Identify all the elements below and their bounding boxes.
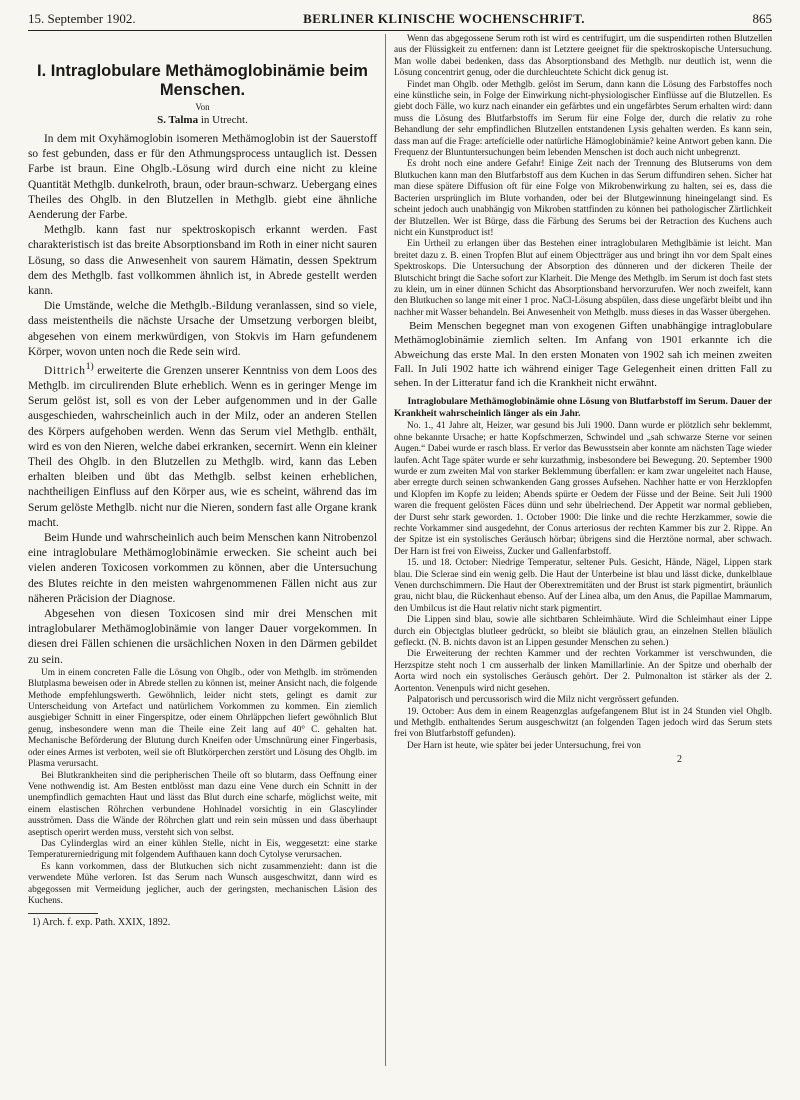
body-text-small xyxy=(394,34,772,319)
paragraph: Wenn das abgegossene Serum roth ist wird es centrifugirt, um die suspendirten rothen Blutzellen aus der Flüssigkeit zu entfernen: dann ist Letztere geeignet für die spektroskopische Untersuchung. Man wolle dabei bedenken, dass das Absorptionsband des Methglb. nur deutlich ist, wenn die Lösung concentrirt genug, oder die durchleuchtete Schicht dick genug ist. xyxy=(394,34,772,79)
paragraph: 19. October: Aus dem in einem Reagenzglas aufgefangenem Blut ist in 24 Stunden viel Ohglb. und Methglb. enthaltendes Serum ausgeschwitzt (an folgenden Tagen jedoch wird das Serum stets frei von Blutfarbstoff gefunden). xyxy=(394,706,772,740)
paragraph: No. 1., 41 Jahre alt, Heizer, war gesund bis Juli 1900. Dann wurde er plötzlich sehr beklemmt, ohne bekannte Ursache; er hatte Kopfschmerzen, Schwindel und „sah schwarze Sterne vor seinen Augen.“ Dabei wurde er rasch blass. Er verlor das Bewusstsein aber konnte am nächsten Tage wieder laufen. Acht Tage später wurde er sehr kurzathmig, insbesondere bei Bewegung. 20. September 1900 wurde er zum zweiten Mal von starker Beklemmung überfallen: er kam zwar ungeleitet nach Hause, aber erregte durch seinen schwankenden Gang grosses Aufsehen. Nachher hatte er von Herzklopfen und Klopfen im Kopfe zu leiden; Abends spürte er Oedem der Füsse und der Beine. Seit Juli 1900 waren die frequent gelösten Fäces dünn und sehr übelriechend. Der Appetit war normal geblieben, der Durst sehr stark geworden. 1. October 1900: Die linke und die rechte Herzkammer, sowie die rechte Vorkammer sind ausgedehnt, der Conus arteriosus der rechten Kammer bis zur 2. Rippe. An der Spitze ist ein systolisches Geräusch hörbar; übrigens sind die Herztöne normal, aber schwach. Der Harn ist frei von Eiweiss, Zucker und Gallenfarbstoff. xyxy=(394,421,772,557)
paragraph: Ein Urtheil zu erlangen über das Bestehen einer intraglobularen Methglbämie ist leicht. Man breitet dazu z. B. einen Tropfen Blut auf einem Objectträger aus und bringt ihn vor dem Spalt eines Spektroskops. Die Untersuchung der Absorption des dünneren und der dickeren Theile der Blutschicht bringt die Sache sofort zur Klarheit. Die Menge des Methglb. im Serum ist doch fast stets zu klein, um in einer dünnen Schicht das Absorptionsband hervorzurufen. Wer noch zweifelt, kann den Blutkuchen so lange mit einer 1 proc. NaCl-Lösung abspülen, dass diese ungefärbt bleibt und ihn nachher mit Wasser behandeln. Bei Anwesenheit von Methglb. muss dieses in das Wasser übergehen. xyxy=(394,239,772,318)
running-header xyxy=(28,8,772,31)
paragraph: In dem mit Oxyhämoglobin isomeren Methämoglobin ist der Sauerstoff so fest gebunden, dass er für den Athmungsprocess untauglich ist. Dessen Farbe ist braun. Eine Ohglb.-Lösung wird durch eine nicht zu kleine Quantität Methglb. dunkelroth, braun, oder braun-schwarz. Uebergang eines Theiles des Ohglb. in den Blutzellen in Methglb. giebt eine ähnliche Aenderung der Farbe. xyxy=(28,132,377,221)
case-heading: Intraglobulare Methämoglobinämie ohne Lösung von Blutfarbstoff im Serum. Dauer der Krankheit wahrscheinlich länger als ein Jahr. xyxy=(394,396,772,419)
paragraph: Methglb. kann fast nur spektroskopisch erkannt werden. Fast charakteristisch ist das breite Absorptionsband im Roth in einer nicht sauren Lösung, so dass die Anwesenheit von saurem Hämatin, dessen Spektrum dem des Methglb. fast vollkommen ähnlich ist, in Abrede gestellt werden kann. xyxy=(28,224,377,297)
footnote-marker: 1) xyxy=(85,361,94,372)
paragraph: Palpatorisch und percussorisch wird die Milz nicht vergrössert gefunden. xyxy=(407,695,679,706)
paragraph: 15. und 18. October: Niedrige Temperatur, seltener Puls. Gesicht, Hände, Nägel, Lippen stark blau. Die Sclerae sind ein wenig gelb. Die Haut der Unterbeine ist blau und lässt dicke, dunkelblaue Venen durchschimmern. Die Haut der Oberextremitäten und der Brust ist stark pigmentirt, bräunlich grau, nicht blau, die Rückenhaut ebenso. Auf der Linea alba, um den Anus, die Papillae Mammarum, den Umbilcus ist die Haut relativ nicht stark pigmentirt. xyxy=(394,558,772,614)
paragraph: Es droht noch eine andere Gefahr! Einige Zeit nach der Trennung des Blutserums von dem Blutkuchen kann man den Blutfarbstoff aus dem Kuchen in das Serum diffundiren sehen. Sicher hat man diese spätere Diffusion oft für eine Folge von Mikrobenwirkung zu halten, sei es, dass die Bacterien ursprünglich im Blute vorhanden, oder bei der Blutgewinnung hineingelangt sind. Es scheint jedoch auch unabhängig von Mikroben stattfinden zu können bei pathologischer Zärtlichkeit der Blutzellen. Wer ist Bürge, dass die Färbung des Serums bei der Retraction des Kuchens auch nicht ein Kunstproduct ist! xyxy=(394,159,772,238)
body-text-large xyxy=(394,319,772,390)
cited-author: Dittrich xyxy=(43,364,86,377)
paragraph: Das Cylinderglas wird an einer kühlen Stelle, nicht in Eis, weggesetzt: eine starke Temperaturerniedrigung mit folgendem Aufthauen kann doch Cytolyse verursachen. xyxy=(28,838,377,861)
author-place: in Utrecht. xyxy=(200,113,248,126)
left-column xyxy=(28,34,386,1066)
paragraph: Um in einem concreten Falle die Lösung von Ohglb., oder von Methglb. im strömenden Blutplasma beweisen oder in Abrede stellen zu können ist, meiner Ansicht nach, die folgende Methode empfehlungswerth. Gewöhnlich, leider nicht stets, gelingt es damit zur Unterscheidung von Artefact und natürlichem Vorkommen zu kommen. Ein ziemlich ausgiebiger Schnitt in einer Fingerspitze, oder einem Ohrläppchen liefert gewöhnlich Blut genug, insbesondere wenn man die Theile eine Zeit lang auf 40° C. gehalten hat. Mechanische Beförderung der Blutung durch Kneifen oder Umschnürung einer Fingerbasis, oder eines Armes ist verboten, weil sie oft Blutkörperchen zerstört und Lösung des Ohglb. im Plasma verursacht. xyxy=(28,667,377,770)
paragraph: Abgesehen von diesen Toxicosen sind mir drei Menschen mit intraglobularer Methämoglobinämie von langer Dauer vorgekommen. In diesen drei Fällen schienen die ursächlichen Noxen in den Därmen gebildet zu sein. xyxy=(28,608,377,666)
footnote-divider xyxy=(28,913,98,914)
byline-author xyxy=(28,114,377,126)
paragraph: Die Lippen sind blau, sowie alle sichtbaren Schleimhäute. Wird die Schleimhaut einer Lippe durch ein Objectglas blutleer gedrückt, so bleibt sie bläulich grau, an einzelnen Stellen bläulich gefleckt. (N. B. nichts davon ist an Lippen gesunder Menschen zu sehen.) xyxy=(394,615,772,649)
header-journal-title: BERLINER KLINISCHE WOCHENSCHRIFT. xyxy=(303,11,585,26)
paragraph: Es kann vorkommen, dass der Blutkuchen sich nicht zusammenzieht: dann ist die verwendete Mühe verloren. Ist das Serum nach Wunsch ausgeschwitzt, dann wird es abgegossen mit Vermeidung jeglicher, auch der geringsten, mechanischen Läsion des Kuchens. xyxy=(28,861,377,906)
paragraph: Beim Hunde und wahrscheinlich auch beim Menschen kann Nitrobenzol eine intraglobulare Methämoglobinämie erwecken. Sie scheint auch bei vielen anderen Toxicosen vorkommen zu können, aber die Untersuchung des Blutes reichte in den meisten wahrgenommenen Fällen nicht aus zur näheren Präcision der Diagnose. xyxy=(28,532,377,605)
body-text-small xyxy=(28,668,377,908)
article-title: I. Intraglobulare Methämoglobinämie beim Menschen. xyxy=(37,62,368,99)
paragraph xyxy=(28,360,377,531)
right-column xyxy=(394,34,772,1066)
header-page-number: 865 xyxy=(752,11,772,26)
paragraph: Beim Menschen begegnet man von exogenen Giften unabhängige intraglobulare Methämoglobinämie ziemlich selten. Im Anfang von 1901 erkannte ich die Abweichung das erste Mal. In den ersten Monaten von 1902 sah ich meinen zweiten Fall. In Juli 1902 hatte ich während einiger Tage Gelegenheit einen dritten Fall zu sehen. In der Litteratur fand ich die Krankheit nicht erwähnt. xyxy=(394,320,772,389)
paragraph: Die Erweiterung der rechten Kammer und der rechten Vorkammer ist verschwunden, die Herzspitze steht noch 1 cm ausserhalb der linken Mamillarlinie. An der Spitze und oberhalb der Aorta wird noch ein systolisches Geräusch gehört. Der 2. Pulmonalton ist stärker als der 2. Aortenton. Venenpuls wird nicht gesehen. xyxy=(394,649,772,694)
footnote: 1) Arch. f. exp. Path. XXIX, 1892. xyxy=(32,917,171,929)
paragraph: Die Umstände, welche die Methglb.-Bildung veranlassen, sind so viele, dass meistentheils die nächste Ursache der Umsetzung verborgen bleibt, abgesehen von einem merkwürdigen, von Stokvis im Harn gefundenem Körper, wovon unten noch die Rede sein wird. xyxy=(28,300,377,358)
header-date: 15. September 1902. xyxy=(28,11,136,26)
paragraph: Der Harn ist heute, wie später bei jeder Untersuchung, frei von xyxy=(407,740,641,751)
paragraph: Bei Blutkrankheiten sind die peripherischen Theile oft so blutarm, dass Oeffnung einer Vene nothwendig ist. Am Besten entblösst man dazu eine Vene durch ein Schnitt in der unempfindlich gemachten Haut und lässt das Blut durch eine scharfe, möglichst weite, mit einem elastischen Röhrchen verbundene Hohlnadel vorsichtig in ein Glascylinder ausströmen. Dass die Wände der Röhrchen glatt und rein sein müssen und dass überhaupt aseptisch operirt werden muss, versteht sich von selbst. xyxy=(28,770,377,838)
author-name: S. Talma xyxy=(157,113,199,126)
body-text-small xyxy=(394,421,772,752)
byline-von: Von xyxy=(195,101,210,112)
body-text-large xyxy=(28,132,377,668)
signature-mark: 2 xyxy=(677,754,682,766)
paragraph: Findet man Ohglb. oder Methglb. gelöst im Serum, dann kann die Lösung des Farbstoffes noch eine künstliche sein, in Folge der Einwirkung nicht-physiologischer Einflüsse auf die Blutzellen. Es giebt doch Fälle, wo kurz nach einander ein gefärbtes und ein ungefärbtes Serum erhalten wird: dann muss die Lösung des Blutfarbstoffs im Serum für eine Folge der, durch die relativ zu rohe Behandlung der sehr empfindlichen Blutzellen entstandenen Lysis gehalten werden. Es kann sein, dass man auf die Frage: artefícielle oder natürliche Hämoglobinämie? keine Antwort geben kann. Die Frequenz der Bluntuntersuchungen beim lebenden Menschen ist doch auch nicht unbegrenzt. xyxy=(394,79,772,159)
paragraph-text: erweiterte die Grenzen unserer Kenntniss von dem Loos des Methglb. im circulirenden Blute erheblich. Wenn es in geringer Menge im Serum gelöst ist, soll es von der Leber aufgenommen und in der Galle ausgeschieden, wahrscheinlich auch in der Milz, oder an anderen Stellen des Körpers aufgehoben werden. Wenn das Serum viel Methglb. enthält, wird es von den Nieren, welche dabei erkranken, secernirt. Wenn ein kleiner Theil des Ohglb. in den Blutzellen zu Methglb. wird, kann das Leben erhalten bleiben und übt das Methglb. selbst keinen erheblichen, nachtheiligen Einfluss auf den Körper aus, wie es scheint, während das im Serum gelöste Methglb. nicht nur die Nieren, sondern fast alle Organe krank macht. xyxy=(28,364,377,529)
